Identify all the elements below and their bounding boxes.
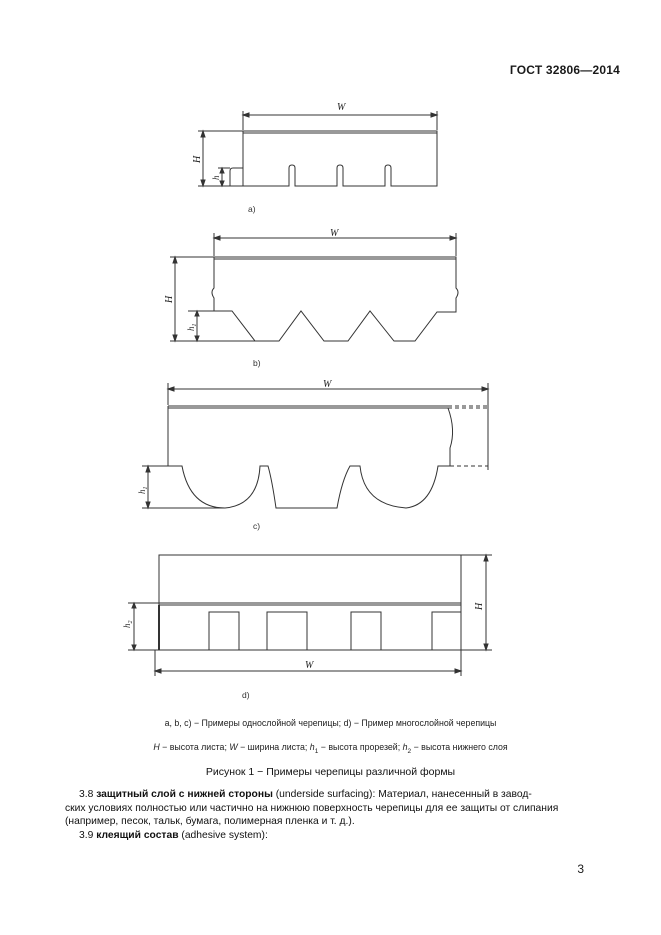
panel-a-label: a) xyxy=(248,204,256,214)
standard-number: ГОСТ 32806—2014 xyxy=(509,63,620,77)
dim-a-W: W xyxy=(337,102,346,113)
shingle-b-outline xyxy=(212,257,458,341)
dim-b-h1: $h_1$ xyxy=(186,323,198,331)
figure-title: Рисунок 1 − Примеры черепицы различной формы xyxy=(205,766,456,778)
legend-h1-sub: 1 xyxy=(314,747,319,755)
dim-a-h: h xyxy=(211,175,221,180)
panel-a xyxy=(192,102,437,214)
dim-b-H: H xyxy=(164,295,175,303)
legend-h2-text: − высота нижнего слоя xyxy=(411,742,508,752)
legend-H-text: − высота листа; xyxy=(159,742,230,752)
caption-legend xyxy=(0,742,661,755)
legend-H-symbol: H xyxy=(153,742,160,752)
panel-c xyxy=(137,379,488,531)
section-3-9-en: (adhesive system): xyxy=(178,830,268,841)
dim-b-W: W xyxy=(330,228,339,239)
panel-b xyxy=(164,228,458,368)
section-3-9-term: клеящий состав xyxy=(96,830,179,841)
legend-W-symbol: W xyxy=(229,742,238,752)
section-3-8 xyxy=(65,788,584,829)
section-3-8-line2: ских условиях полностью или частично на нижнюю поверхность черепицы для ее защиты от слипания xyxy=(65,802,559,814)
legend-h2-symbol: h xyxy=(402,742,408,752)
legend-h1-symbol: h xyxy=(309,742,315,752)
panel-c-label: c) xyxy=(253,521,261,531)
section-3-8-line3: (например, песок, тальк, бумага, полимерная пленка и т. д.). xyxy=(65,816,355,827)
caption-shingle-types: a, b, c) − Примеры однослойной черепицы; d) − Пример многослойной черепицы xyxy=(164,718,497,728)
section-3-8-en: (underside surfacing): xyxy=(272,789,379,800)
dim-c-h1: $h_1$ xyxy=(137,486,149,494)
dim-a-H: H xyxy=(192,155,203,163)
shingle-a-outline xyxy=(243,131,437,186)
legend-h1-text: − высота прорезей; xyxy=(318,742,403,752)
dim-d-W: W xyxy=(305,660,314,671)
section-3-8-line1 xyxy=(65,788,584,802)
section-3-8-term: защитный слой с нижней стороны xyxy=(96,789,273,800)
shingle-c-outline xyxy=(168,466,450,508)
section-3-9-number: 3.9 xyxy=(79,830,97,841)
section-3-9 xyxy=(65,829,584,843)
dim-d-H: H xyxy=(474,602,485,610)
panel-d-label: d) xyxy=(242,690,250,700)
panel-b-label: b) xyxy=(253,358,261,368)
section-3-8-text1: Материал, нанесенный в завод- xyxy=(378,789,532,800)
dim-c-W: W xyxy=(323,379,332,390)
section-3-8-number: 3.8 xyxy=(79,789,97,800)
legend-h2-sub: 2 xyxy=(407,747,412,755)
page-number: 3 xyxy=(577,862,584,876)
dim-d-h2: $h_2$ xyxy=(122,620,134,628)
panel-d xyxy=(122,555,492,700)
legend-W-text: − ширина листа; xyxy=(237,742,310,752)
